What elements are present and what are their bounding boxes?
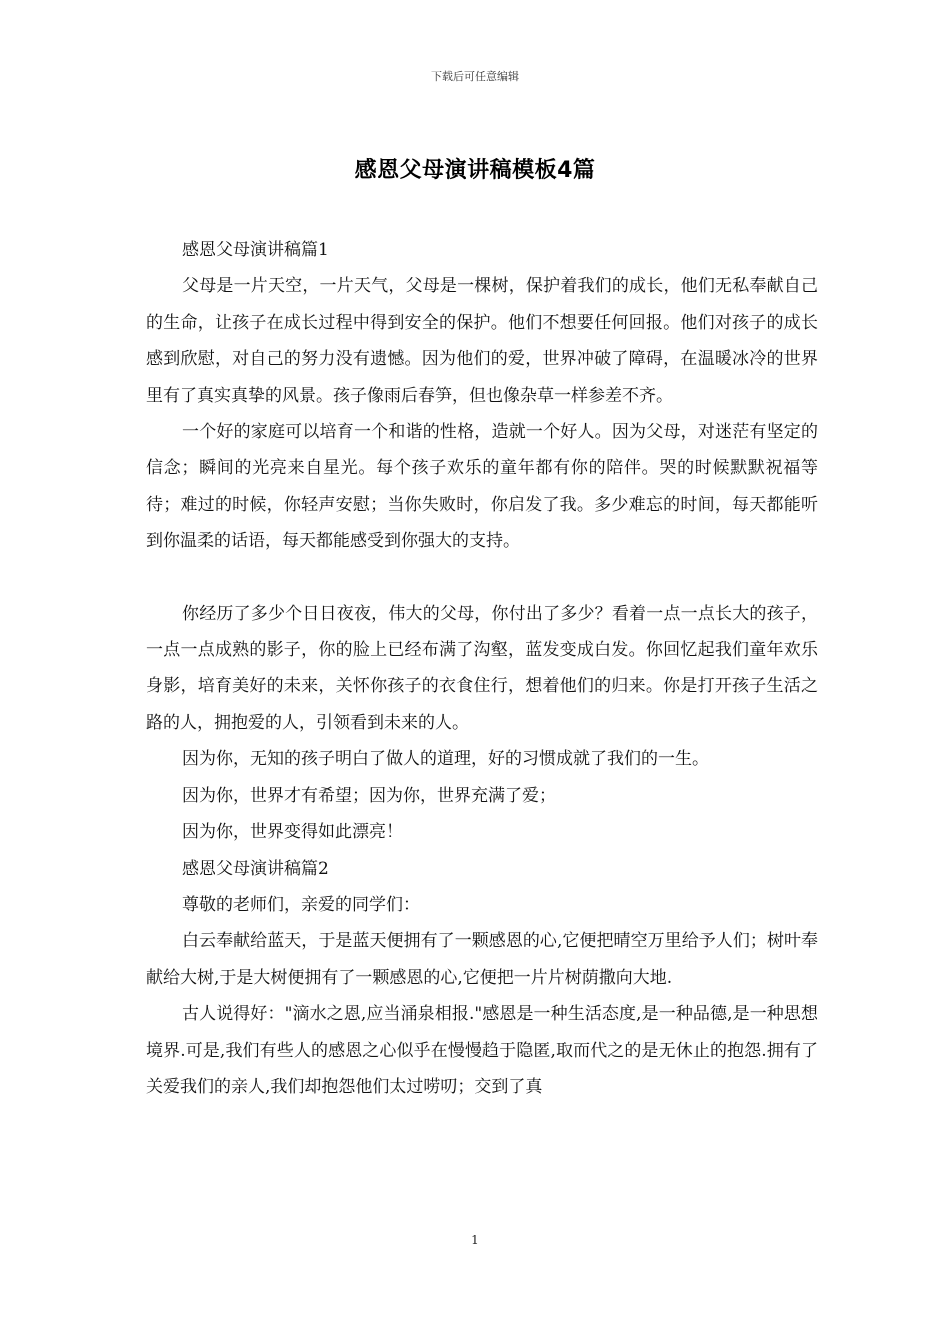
page-number: 1 bbox=[471, 1233, 479, 1247]
paragraph-4: 因为你，无知的孩子明白了做人的道理，好的习惯成就了我们的一生。 bbox=[182, 749, 709, 770]
section-heading-1: 感恩父母演讲稿篇1 bbox=[182, 240, 329, 260]
paragraph-1: 父母是一片天空，一片天气，父母是一棵树，保护着我们的成长，他们无私奉献自己的生命，让孩子在成长过程中得到安全的保护。他们不想要任何回报。他们对孩子的成长感到欣慰，对自己的努力没有遗憾。因为他们的爱，世界冲破了障碍，在温暖冰冷的世界里有了真实真挚的风景。孩子像雨后春笋，但也像杂草一样参差不齐。 bbox=[146, 276, 818, 406]
document-body bbox=[146, 232, 818, 1105]
paragraph-8: 古人说得好："滴水之恩,应当涌泉相报."感恩是一种生活态度,是一种品德,是一种思想境界.可是,我们有些人的感恩之心似乎在慢慢趋于隐匿,取而代之的是无休止的抱怨.拥有了关爱我们的亲人,我们却抱怨他们太过唠叨；交到了真 bbox=[146, 1004, 818, 1097]
paragraph-7: 白云奉献给蓝天，于是蓝天便拥有了一颗感恩的心,它便把晴空万里给予人们；树叶奉献给大树,于是大树便拥有了一颗感恩的心,它便把一片片树荫撒向大地. bbox=[146, 931, 818, 988]
paragraph-6: 因为你，世界变得如此漂亮！ bbox=[182, 822, 403, 843]
paragraph-2: 一个好的家庭可以培育一个和谐的性格，造就一个好人。因为父母，对迷茫有坚定的信念；瞬间的光亮来自星光。每个孩子欢乐的童年都有你的陪伴。哭的时候默默祝福等待；难过的时候，你轻声安慰；当你失败时，你启发了我。多少难忘的时间，每天都能听到你温柔的话语，每天都能感受到你强大的支持。 bbox=[146, 422, 818, 552]
paragraph-3: 你经历了多少个日日夜夜，伟大的父母，你付出了多少？看着一点一点长大的孩子，一点一点成熟的影子，你的脸上已经布满了沟壑，蓝发变成白发。你回忆起我们童年欢乐身影，培育美好的未来，关怀你孩子的衣食住行，想着他们的归来。你是打开孩子生活之路的人，拥抱爱的人，引领看到未来的人。 bbox=[146, 603, 818, 733]
header-note: 下载后可任意编辑 bbox=[431, 70, 519, 83]
blank-line bbox=[146, 560, 818, 596]
salutation: 尊敬的老师们，亲爱的同学们： bbox=[182, 894, 420, 915]
section-heading-2: 感恩父母演讲稿篇2 bbox=[182, 858, 329, 879]
paragraph-5: 因为你，世界才有希望；因为你，世界充满了爱； bbox=[182, 785, 556, 806]
document-title: 感恩父母演讲稿模板4篇 bbox=[354, 158, 596, 183]
